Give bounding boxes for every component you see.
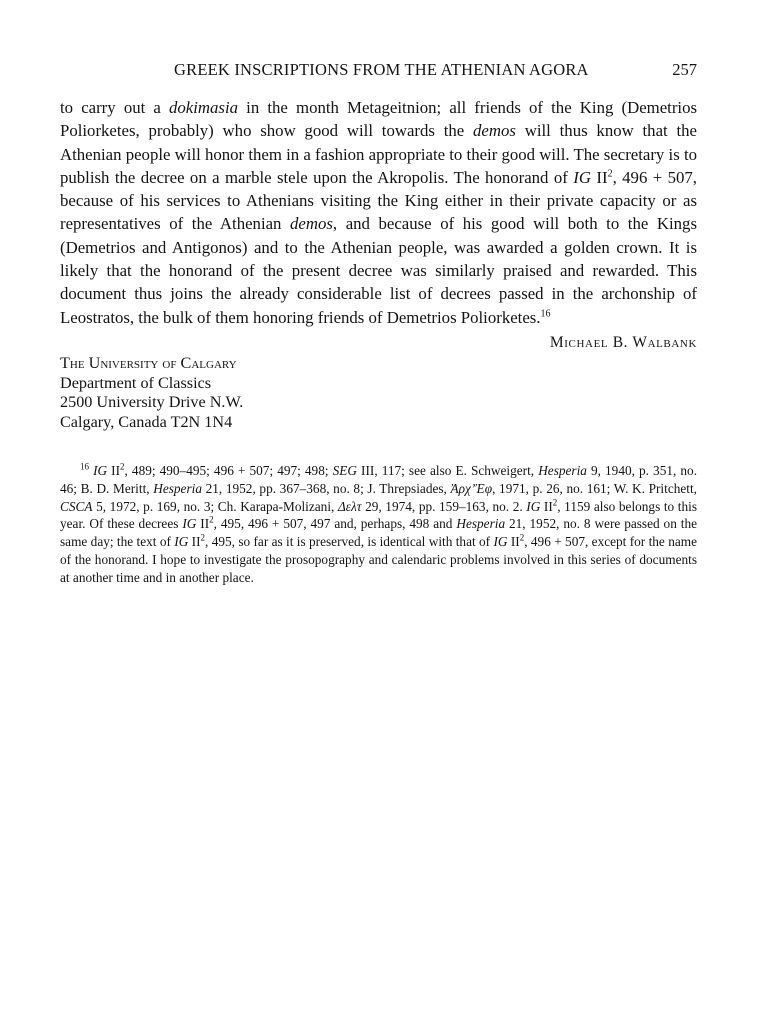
footnote-italic: SEG [332,463,357,478]
running-header [60,60,697,82]
page-number: 257 [672,60,697,79]
footnote-run: , 489; 490–495; 496 + 507; 497; 498; [124,463,333,478]
footnote-run: III, 117; see also E. Schweigert, [356,463,539,478]
affiliation-part: algary [191,354,237,372]
footnote-run: II [188,534,201,550]
footnote-run: , 495, 496 + 507, 497 and, perhaps, 498 and [213,516,457,532]
footnote-italic: Δελτ [337,498,362,514]
affiliation-department: Department of Classics [60,373,212,392]
footnote-run: II [107,463,121,478]
body-paragraph [60,96,697,329]
footnote-italic: IG [174,534,189,550]
footnote-superscript: 2 [552,497,558,508]
footnote-italic: Hesperia [538,463,587,478]
affiliation-city: Calgary, Canada T2N 1N4 [60,412,233,431]
footnote-superscript: 2 [120,461,125,472]
body-text-run: , 496 + 507, because of his services to Athenians visiting the King either in their private capacity or as representatives of the Athenian [60,167,698,234]
body-text-italic: demos [290,214,333,234]
signature-part: ichael [564,334,609,351]
body-text-run: , and because of his good will both to the Kings (Demetrios and Antigonos) and to the Athenian people, was awarded a golden crown. It is likely that the honorand of the present decree was similarly praised and rewarded. This document thus joins the already considerable list of decrees passed in the archonship of Leostratos, the bulk of them honoring friends of Demetrios Poliorketes. [60,214,697,327]
footnote-run: II [196,516,210,532]
affiliation-institution [60,354,243,374]
footnote-italic: IG [182,516,197,532]
body-text-run: II [590,167,608,187]
footnote-run: II [540,498,553,514]
footnote-italic: IG [493,534,508,550]
footnote-italic: IG [526,498,541,514]
footnote-run: , 1159 also belongs to this year. Of these decrees [60,498,697,532]
author-signature [550,334,697,352]
footnote-run: 5, 1972, p. 169, no. 3; Ch. Karapa-Molizani, [92,498,338,514]
signature-part: W [632,334,648,351]
affiliation-part: U [84,354,101,372]
footnote-italic: IG [93,463,108,478]
footnote-run: 9, 1940, p. 351, no. 46; B. D. Meritt, [60,463,698,496]
footnote-run: , 496 + 507, except for the name of the honorand. I hope to investigate the prosopography and calendaric problems involved in this series of documents at another time and in another place. [60,534,697,585]
affiliation-part: T [60,354,70,372]
body-text-italic: demos [473,121,516,141]
footnote-superscript: 2 [200,532,206,543]
affiliation-part: he [69,354,85,372]
footnote-superscript: 2 [209,514,214,525]
footnote-reference: 16 [540,308,551,320]
footnote-italic: CSCA [60,498,93,514]
affiliation-part: niversity [100,354,159,372]
body-text-run: to carry out a [60,98,170,117]
footnote-run: II [507,534,520,550]
footnote [60,462,697,587]
affiliation-part: C [180,354,192,372]
body-text-italic: IG [573,167,591,187]
body-text-run: will thus know that the Athenian people will honor them in a fashion appropriate to their good will. The secretary is to publish the decree on a marble stele upon the Akropolis. The honorand of [60,121,697,187]
footnote-run: 29, 1974, pp. 159–163, no. 2. [361,498,527,514]
footnote-superscript: 2 [519,532,525,543]
footnote-text [60,462,697,587]
footnote-italic: Hesperia [456,516,506,532]
affiliation-part: of [158,354,181,372]
body-superscript: 2 [607,168,613,180]
footnote-run: , 1971, p. 26, no. 161; W. K. Pritchett, [492,480,697,496]
footnote-number: 16 [80,461,89,472]
body-paragraph-text [60,96,697,329]
signature-part: albank [647,334,697,351]
signature-part: B. [608,334,633,351]
running-title: GREEK INSCRIPTIONS FROM THE ATHENIAN AGORA [174,60,589,79]
signature-part: M [549,334,565,351]
footnote-italic: Hesperia [153,480,202,496]
footnote-italic: Ἀρχ’Ἐφ [450,480,493,496]
author-affiliation [60,354,243,432]
body-text-run: in the month Metageitnion; all friends of the King (Demetrios Poliorketes, probably) who show good will towards the [60,98,697,141]
footnote-run: , 495, so far as it is preserved, is identical with that of [205,534,494,550]
body-text-italic: dokimasia [169,98,239,117]
footnote-run: 21, 1952, no. 8 were passed on the same day; the text of [60,516,698,550]
affiliation-street: 2500 University Drive N.W. [60,393,244,411]
footnote-run: 21, 1952, pp. 367–368, no. 8; J. Threpsiades, [201,480,451,496]
